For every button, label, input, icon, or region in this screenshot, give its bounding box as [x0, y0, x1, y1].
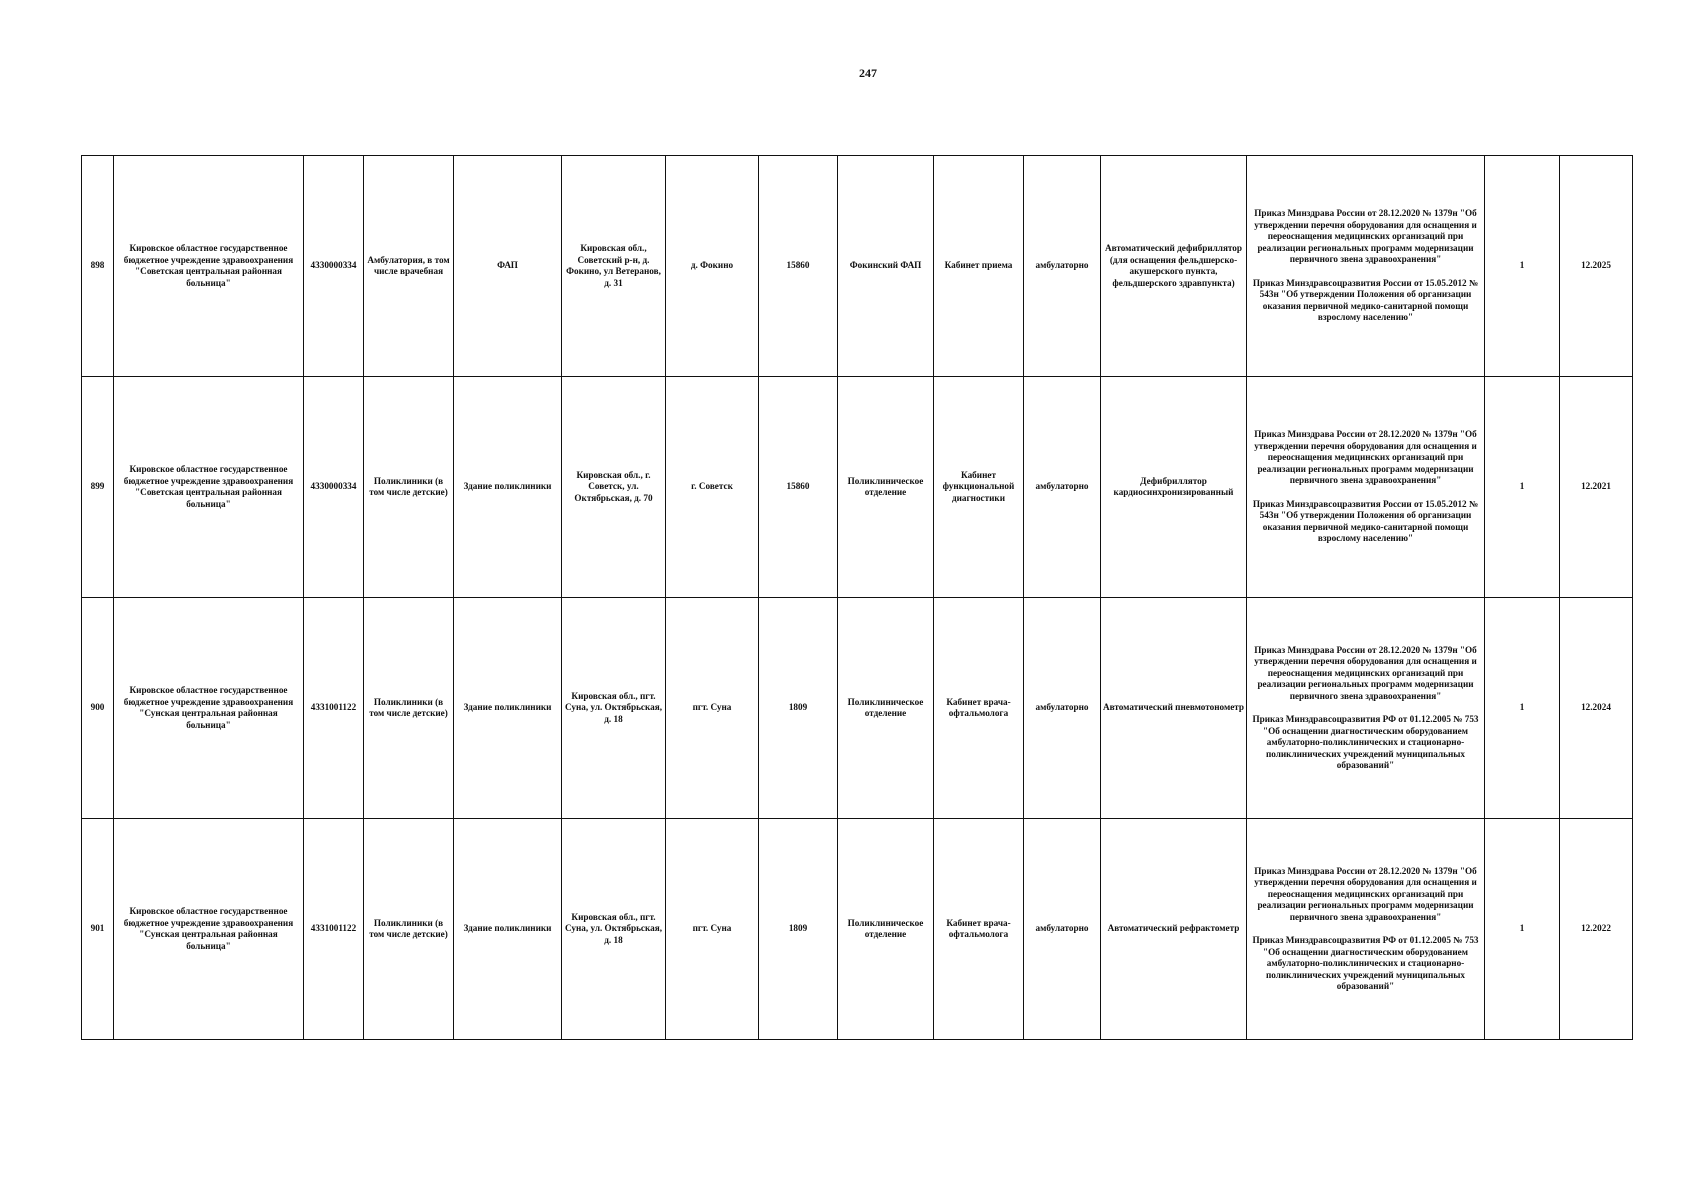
room-cell: Кабинет функциональной диагностики [934, 377, 1024, 598]
table-row [82, 819, 1633, 1040]
page-number: 247 [859, 66, 877, 80]
row-number: 898 [82, 156, 114, 377]
quantity-cell: 1 [1485, 598, 1560, 819]
equipment-cell: Автоматический пневмотонометр [1101, 598, 1247, 819]
quantity-cell: 1 [1485, 819, 1560, 1040]
inn-cell: 4330000334 [304, 377, 364, 598]
legal-basis-order-2: Приказ Минздравсоцразвития РФ от 01.12.2005 № 753 "Об оснащении диагностическим оборудованием амбулаторно-поликлинических и стационарно-поликлинических учреждений муниципальных образований" [1252, 935, 1479, 991]
building-cell: Здание поликлиники [454, 377, 562, 598]
equipment-table [81, 155, 1633, 1040]
legal-basis-order-2: Приказ Минздравсоцразвития РФ от 01.12.2005 № 753 "Об оснащении диагностическим оборудованием амбулаторно-поликлинических и стационарно-поликлинических учреждений муниципальных образований" [1252, 714, 1479, 770]
address-cell: Кировская обл., пгт. Суна, ул. Октябрьская, д. 18 [562, 598, 666, 819]
facility-type-cell: Амбулатория, в том числе врачебная [364, 156, 454, 377]
organization-cell: Кировское областное государственное бюджетное учреждение здравоохранения "Сунская центральная районная больница" [114, 598, 304, 819]
legal-basis-order-2: Приказ Минздравсоцразвития России от 15.05.2012 № 543н "Об утверждении Положения об организации оказания первичной медико-санитарной помощи взрослому населению" [1252, 498, 1479, 544]
date-cell: 12.2024 [1560, 598, 1633, 819]
legal-basis-order-1: Приказ Минздрава России от 28.12.2020 № 1379н "Об утверждении перечня оборудования для оснащения и переоснащения медицинских организаций при реализации региональных программ модернизации первичного звена здравоохранения" [1254, 865, 1477, 922]
legal-basis-order-2: Приказ Минздравсоцразвития России от 15.05.2012 № 543н "Об утверждении Положения об организации оказания первичной медико-санитарной помощи взрослому населению" [1252, 277, 1479, 323]
legal-basis-order-1: Приказ Минздрава России от 28.12.2020 № 1379н "Об утверждении перечня оборудования для оснащения и переоснащения медицинских организаций при реализации региональных программ модернизации первичного звена здравоохранения" [1254, 429, 1477, 486]
building-cell: ФАП [454, 156, 562, 377]
legal-basis-cell [1247, 819, 1485, 1040]
address-cell: Кировская обл., Советский р-н, д. Фокино, ул Ветеранов, д. 31 [562, 156, 666, 377]
locality-cell: пгт. Суна [666, 819, 759, 1040]
organization-cell: Кировское областное государственное бюджетное учреждение здравоохранения "Советская центральная районная больница" [114, 377, 304, 598]
date-cell: 12.2022 [1560, 819, 1633, 1040]
table-row [82, 377, 1633, 598]
address-cell: Кировская обл., г. Советск, ул. Октябрьская, д. 70 [562, 377, 666, 598]
department-cell: Поликлиническое отделение [838, 377, 934, 598]
row-number: 900 [82, 598, 114, 819]
organization-cell: Кировское областное государственное бюджетное учреждение здравоохранения "Советская центральная районная больница" [114, 156, 304, 377]
building-cell: Здание поликлиники [454, 819, 562, 1040]
department-cell: Поликлиническое отделение [838, 598, 934, 819]
care-mode-cell: амбулаторно [1024, 377, 1101, 598]
row-number: 899 [82, 377, 114, 598]
room-cell: Кабинет врача-офтальмолога [934, 819, 1024, 1040]
facility-type-cell: Поликлиники (в том числе детские) [364, 377, 454, 598]
quantity-cell: 1 [1485, 156, 1560, 377]
inn-cell: 4330000334 [304, 156, 364, 377]
address-cell: Кировская обл., пгт. Суна, ул. Октябрьская, д. 18 [562, 819, 666, 1040]
locality-cell: пгт. Суна [666, 598, 759, 819]
locality-cell: г. Советск [666, 377, 759, 598]
legal-basis-cell [1247, 156, 1485, 377]
legal-basis-order-1: Приказ Минздрава России от 28.12.2020 № 1379н "Об утверждении перечня оборудования для оснащения и переоснащения медицинских организаций при реализации региональных программ модернизации первичного звена здравоохранения" [1254, 644, 1477, 701]
room-cell: Кабинет приема [934, 156, 1024, 377]
care-mode-cell: амбулаторно [1024, 156, 1101, 377]
facility-type-cell: Поликлиники (в том числе детские) [364, 819, 454, 1040]
population-cell: 15860 [759, 377, 838, 598]
date-cell: 12.2021 [1560, 377, 1633, 598]
care-mode-cell: амбулаторно [1024, 598, 1101, 819]
building-cell: Здание поликлиники [454, 598, 562, 819]
quantity-cell: 1 [1485, 377, 1560, 598]
table-row [82, 156, 1633, 377]
organization-cell: Кировское областное государственное бюджетное учреждение здравоохранения "Сунская центральная районная больница" [114, 819, 304, 1040]
inn-cell: 4331001122 [304, 819, 364, 1040]
facility-type-cell: Поликлиники (в том числе детские) [364, 598, 454, 819]
equipment-cell: Автоматический рефрактометр [1101, 819, 1247, 1040]
inn-cell: 4331001122 [304, 598, 364, 819]
room-cell: Кабинет врача-офтальмолога [934, 598, 1024, 819]
row-number: 901 [82, 819, 114, 1040]
care-mode-cell: амбулаторно [1024, 819, 1101, 1040]
legal-basis-cell [1247, 377, 1485, 598]
locality-cell: д. Фокино [666, 156, 759, 377]
population-cell: 15860 [759, 156, 838, 377]
equipment-cell: Дефибриллятор кардиосинхронизированный [1101, 377, 1247, 598]
department-cell: Поликлиническое отделение [838, 819, 934, 1040]
population-cell: 1809 [759, 819, 838, 1040]
date-cell: 12.2025 [1560, 156, 1633, 377]
legal-basis-cell [1247, 598, 1485, 819]
equipment-cell: Автоматический дефибриллятор (для оснащения фельдшерско-акушерского пункта, фельдшерского здравпункта) [1101, 156, 1247, 377]
population-cell: 1809 [759, 598, 838, 819]
table-row [82, 598, 1633, 819]
legal-basis-order-1: Приказ Минздрава России от 28.12.2020 № 1379н "Об утверждении перечня оборудования для оснащения и переоснащения медицинских организаций при реализации региональных программ модернизации первичного звена здравоохранения" [1254, 208, 1477, 265]
department-cell: Фокинский ФАП [838, 156, 934, 377]
